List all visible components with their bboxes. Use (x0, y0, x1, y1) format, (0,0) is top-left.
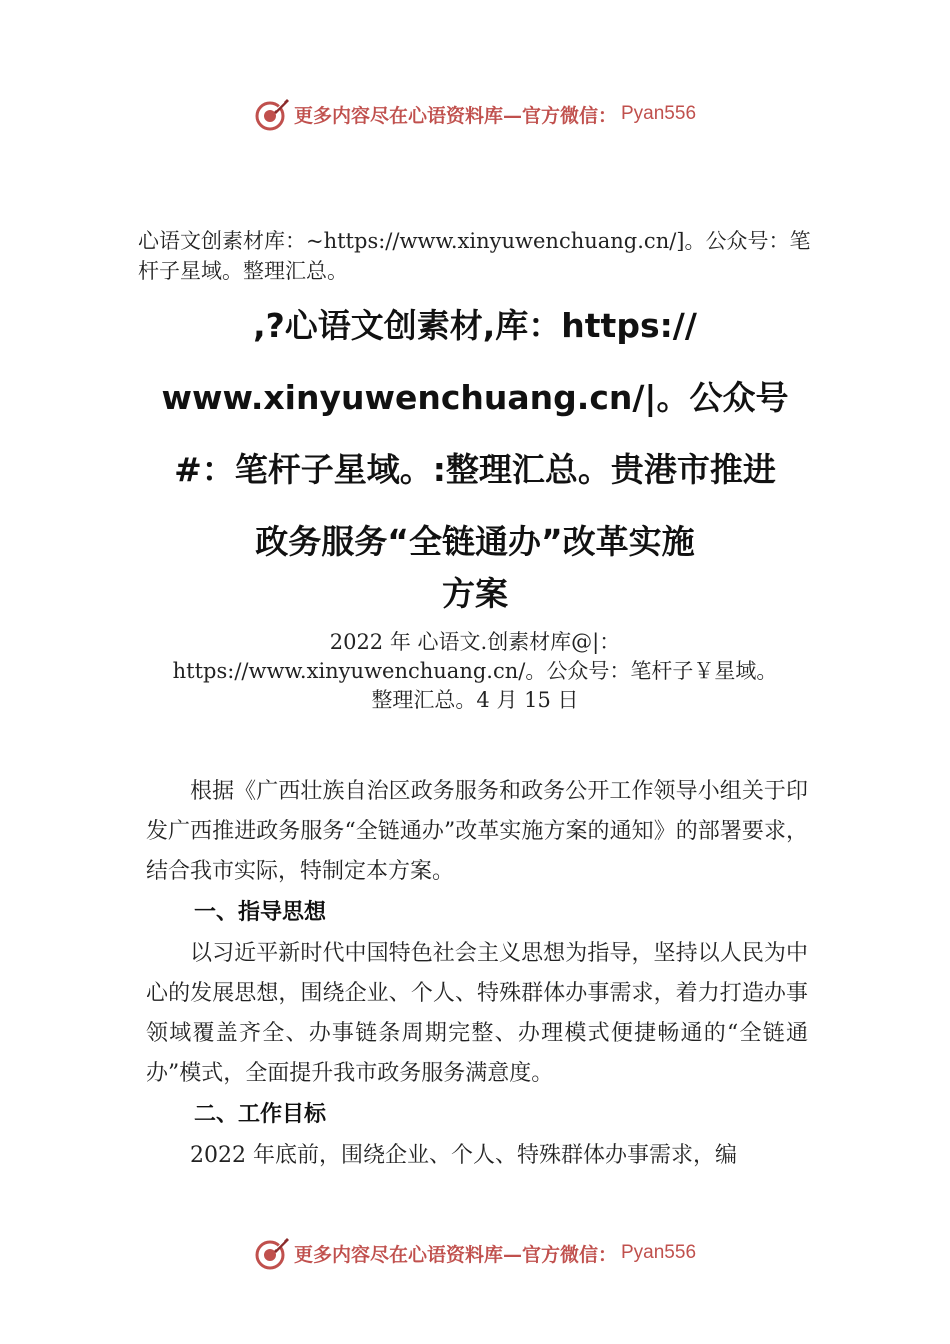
banner-wechat-id: Pyan556 (621, 1242, 697, 1263)
header-banner (0, 94, 950, 134)
section-paragraph: 以习近平新时代中国特色社会主义思想为指导，坚持以人民为中心的发展思想，围绕企业、个人、特殊群体办事需求，着力打造办事领域覆盖齐全、办事链条周期完整、办理模式便捷畅通的“全链通办”模式，全面提升我市政务服务满意度。 (146, 941, 808, 1086)
banner-text: 更多内容尽在心语资料库—官方微信： (293, 1243, 617, 1266)
title-line: 方案 (442, 574, 508, 613)
pen-quill-seal-icon (254, 96, 290, 132)
document-body (146, 772, 808, 1176)
intro-paragraph: 根据《广西壮族自治区政务服务和政务公开工作领导小组关于印发广西推进政务服务“全链通办”改革实施方案的通知》的部署要求，结合我市实际，特制定本方案。 (146, 779, 808, 884)
title-line: #：笔杆子星域。:整理汇总。贵港市推进 (174, 450, 776, 489)
title-line: www.xinyuwenchuang.cn/|。公众号 (161, 378, 789, 417)
document-title (90, 300, 860, 620)
section-paragraph: 2022 年底前，围绕企业、个人、特殊群体办事需求，编 (190, 1143, 737, 1168)
title-line: 政务服务“全链通办”改革实施 (255, 522, 695, 561)
section-heading: 一、指导思想 (194, 900, 327, 925)
source-notice: 心语文创素材库：~https://www.xinyuwenchuang.cn/]。公众号：笔杆子星域。整理汇总。 (138, 229, 811, 283)
banner-wechat-id: Pyan556 (621, 103, 697, 124)
date-line: 2022 年 心语文.创素材库@|： (329, 630, 621, 654)
document-date (100, 628, 850, 715)
banner-text: 更多内容尽在心语资料库—官方微信： (293, 104, 617, 127)
pen-quill-seal-icon (254, 1235, 290, 1271)
footer-banner (0, 1233, 950, 1273)
section-heading: 二、工作目标 (194, 1102, 327, 1127)
date-line: https://www.xinyuwenchuang.cn/。公众号：笔杆子￥星域。 (172, 659, 778, 683)
title-line: ,?心语文创素材,库：https:// (253, 306, 697, 345)
date-line: 整理汇总。4 月 15 日 (371, 688, 579, 712)
